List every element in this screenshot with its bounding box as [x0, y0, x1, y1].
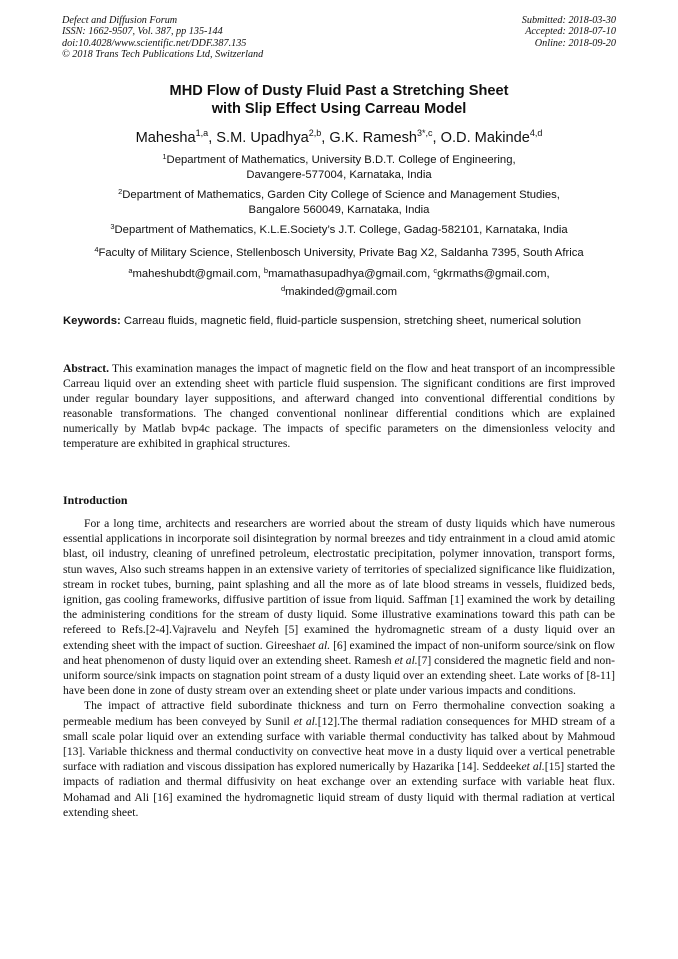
doi-line: doi:10.4028/www.scientific.net/DDF.387.135 [62, 37, 247, 49]
affiliation-3 [60, 220, 618, 238]
keywords-text: Carreau fluids, magnetic field, fluid-particle suspension, stretching sheet, numerical solution [123, 315, 582, 327]
italic-run: et al. [293, 714, 318, 728]
dates-header [522, 15, 616, 49]
italic-run: et al. [521, 760, 545, 774]
author-name: S.M. Upadhya [216, 130, 309, 146]
text-run: The impact of attractive field subordinate thickness and turn on Ferro thermohaline convection soaking a permeable medium has been conveyed by Sunil [63, 699, 615, 728]
paper-title [60, 83, 618, 118]
text-run: For a long time, architects and researchers are worried about the stream of dusty liquids which have numerous essential applications in incorporate soil disintegration by normal breezes and tidy entrainment in a cloud amid atomic blast, oil industry, cleaning of unrefined petroleum, electrostatic precipitation, polymer innovation, transport forms, stun waves, Also such streams happen in an extensive variety of territories of specialized significance like fluidization, stream in rocket tubes, burning, paint splashing and all the more as of late blood streams in vessels, fluidized beds, ignition, gas cooling frameworks, diffusive partition of issue from liquid. Saffman [1] examined the work by detailing the administering conditions for the stream of dusty liquid. Some illustrative examinations toward this path can be refereed to Refs.[2-4].Vajravelu and Neyfeh [5] examined the hydromagnetic stream of a dusty liquid over an extending sheet with the impact of suction. Gireesha [63, 517, 615, 652]
affiliation-1 [60, 150, 618, 182]
introduction-heading: Introduction [63, 493, 128, 507]
abstract-text: This examination manages the impact of magnetic field on the flow and heat transport of an incompressible Carreau liquid over an extending sheet with particle fluid suspension. The significant conditions are first improved under regular boundary layer suppositions, and afterward changed into conventional differential conditions by reasonable transformations. The changed conventional nonlinear differential conditions which are explained numerically by Matlab bvp4c package. The impacts of specific parameters on the dimensionless velocity and temperature are exhibited in graphical structures. [63, 362, 615, 451]
affiliation-line: Department of Mathematics, Garden City College of Science and Management Studies, [122, 189, 560, 201]
email-sup: b [263, 266, 269, 275]
email-link[interactable]: mamathasupadhya@gmail.com [268, 268, 428, 280]
affiliation-2 [60, 185, 618, 217]
email-list: $^a$maheshubdt@gmail.com, $^b$mamathasupadhya@gmail.com, $^c$gkrmaths@gmail.com, $^d$makinded@gmail.com [128, 266, 550, 298]
email-link[interactable]: makinded@gmail.com [285, 285, 398, 298]
email-link[interactable]: maheshubdt@gmail.com [132, 268, 258, 280]
affiliation-4 [60, 243, 618, 261]
text-run: [12].The thermal radiation consequences for MHD stream of a small scale polar liquid over an extending surface with variable thermal conductivity has talked about by Mahmoud [13]. Variable thickness and thermal conductivity on convective heat move in a dusty liquid over a vertical penetrable surface with radiation and viscous dissipation has explored numerically by Hazarika [14]. Seddeek [63, 714, 616, 774]
abstract-section [63, 361, 615, 452]
affiliation-sup: 3 [110, 222, 115, 231]
italic-run: et al. [306, 638, 331, 652]
title-line-2: with Slip Effect Using Carreau Model [211, 100, 467, 117]
affiliation-line: Davangere-577004, Karnataka, India [246, 168, 432, 181]
author-list: Mahesha$^{1,a}$, S.M. Upadhya$^{2,b}$, G.K. Ramesh$^{3*,c}$, O.D. Makinde$^{4,d}$ [135, 128, 543, 146]
author-sup: 4,d [529, 128, 543, 138]
affiliation-line: Bangalore 560049, Karnataka, India [248, 203, 430, 216]
affiliation-line: Department of Mathematics, University B.D.T. College of Engineering, [166, 154, 516, 166]
abstract-label: Abstract. [63, 362, 110, 375]
affiliation-line: Department of Mathematics, K.L.E.Society’s J.T. College, Gadag-582101, Karnataka, India [114, 224, 568, 236]
email-link[interactable]: gkrmaths@gmail.com [437, 268, 547, 280]
affiliation-line: Faculty of Military Science, Stellenbosch University, Private Bag X2, Saldanha 7395, South Africa [98, 247, 584, 259]
keywords-section [63, 314, 615, 329]
affiliation-sup: 2 [118, 187, 123, 196]
author-sup: 3*,c [417, 128, 433, 138]
introduction-body [63, 516, 615, 820]
email-sup: c [433, 266, 438, 275]
author-name: O.D. Makinde [440, 130, 530, 146]
author-name: Mahesha [135, 130, 196, 146]
journal-name: Defect and Diffusion Forum [62, 15, 178, 26]
copyright-line: © 2018 Trans Tech Publications Ltd, Switzerland [62, 48, 264, 60]
keywords-label: Keywords: [63, 315, 121, 327]
journal-header [62, 15, 263, 60]
submitted-date: Submitted: 2018-03-30 [521, 15, 616, 26]
author-name: G.K. Ramesh [329, 130, 417, 146]
author-sup: 1,a [195, 128, 209, 138]
text-run: [6] examined the impact of non-uniform source/sink on flow and heat phenomenon of dusty liquid over an extending sheet. Ramesh [63, 638, 615, 667]
text-run: [7] considered the magnetic field and non-uniform source/sink impacts on stagnation point stream of a dusty liquid over an extending sheet. Late works of [8-11] have been done in zone of dusty stream over an extending sheet or plate under various impacts and conditions. [63, 653, 615, 698]
affiliation-sup: 1 [162, 152, 167, 161]
online-date: Online: 2018-09-20 [534, 37, 616, 49]
accepted-date: Accepted: 2018-07-10 [525, 26, 616, 38]
text-run: [15] started the impacts of radiation and thermal diffusivity on heat exchange over an extending surface with variable heat flux. Mohamad and Ali [16] examined the hydromagnetic liquid stream of dusty liquid with thermal radiation at vertical extending sheet. [63, 760, 615, 819]
author-sup: 2,b [308, 128, 322, 138]
paragraph [63, 698, 615, 820]
email-sup: d [280, 283, 286, 293]
issn-line: ISSN: 1662-9507, Vol. 387, pp 135-144 [62, 26, 223, 38]
paragraph [63, 516, 615, 698]
italic-run: et al. [394, 653, 418, 667]
email-sup: a [128, 266, 133, 275]
title-line-1: MHD Flow of Dusty Fluid Past a Stretching Sheet [169, 83, 509, 99]
affiliation-sup: 4 [94, 245, 99, 254]
